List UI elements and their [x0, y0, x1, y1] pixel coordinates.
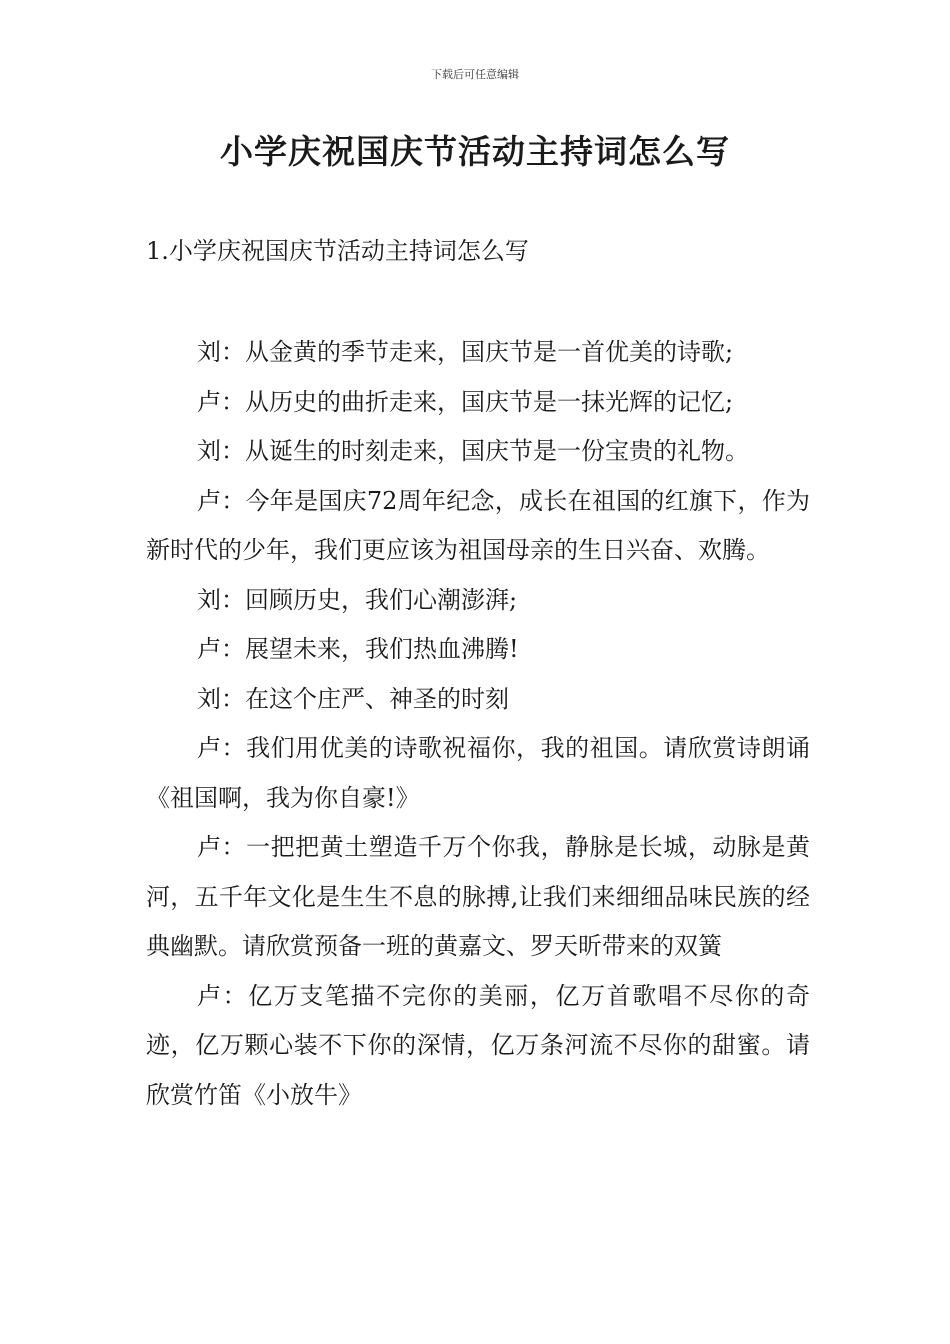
document-title: 小学庆祝国庆节活动主持词怎么写 [220, 132, 730, 171]
dialogue-line: 卢：今年是国庆72周年纪念，成长在祖国的红旗下，作为新时代的少年，我们更应该为祖国母亲的生日兴奋、欢腾。 [146, 486, 810, 564]
dialogue-line: 卢：从历史的曲折走来，国庆节是一抹光辉的记忆; [197, 387, 734, 416]
dialogue-line: 卢：一把把黄土塑造千万个你我，静脉是长城，动脉是黄河，五千年文化是生生不息的脉搏,让我们来细细品味民族的经典幽默。请欣赏预备一班的黄嘉文、罗天昕带来的双簧 [146, 833, 810, 960]
dialogue-line: 刘：回顾历史，我们心潮澎湃; [197, 585, 518, 614]
header-note: 下载后可任意编辑 [431, 68, 519, 81]
dialogue-line: 卢：亿万支笔描不完你的美丽，亿万首歌唱不尽你的奇迹，亿万颗心装不下你的深情，亿万条河流不尽你的甜蜜。请欣赏竹笛《小放牛》 [146, 981, 810, 1109]
dialogue-line: 卢：我们用优美的诗歌祝福你，我的祖国。请欣赏诗朗诵《祖国啊，我为你自豪!》 [146, 734, 810, 812]
dialogue-line: 刘：从诞生的时刻走来，国庆节是一份宝贵的礼物。 [197, 437, 749, 465]
dialogue-line: 刘：从金黄的季节走来，国庆节是一首优美的诗歌; [197, 338, 734, 366]
dialogue-line: 刘：在这个庄严、神圣的时刻 [197, 684, 509, 713]
section-heading: 1.小学庆祝国庆节活动主持词怎么写 [146, 237, 529, 265]
document-body [146, 328, 810, 1120]
dialogue-line: 卢：展望未来，我们热血沸腾! [197, 635, 519, 663]
